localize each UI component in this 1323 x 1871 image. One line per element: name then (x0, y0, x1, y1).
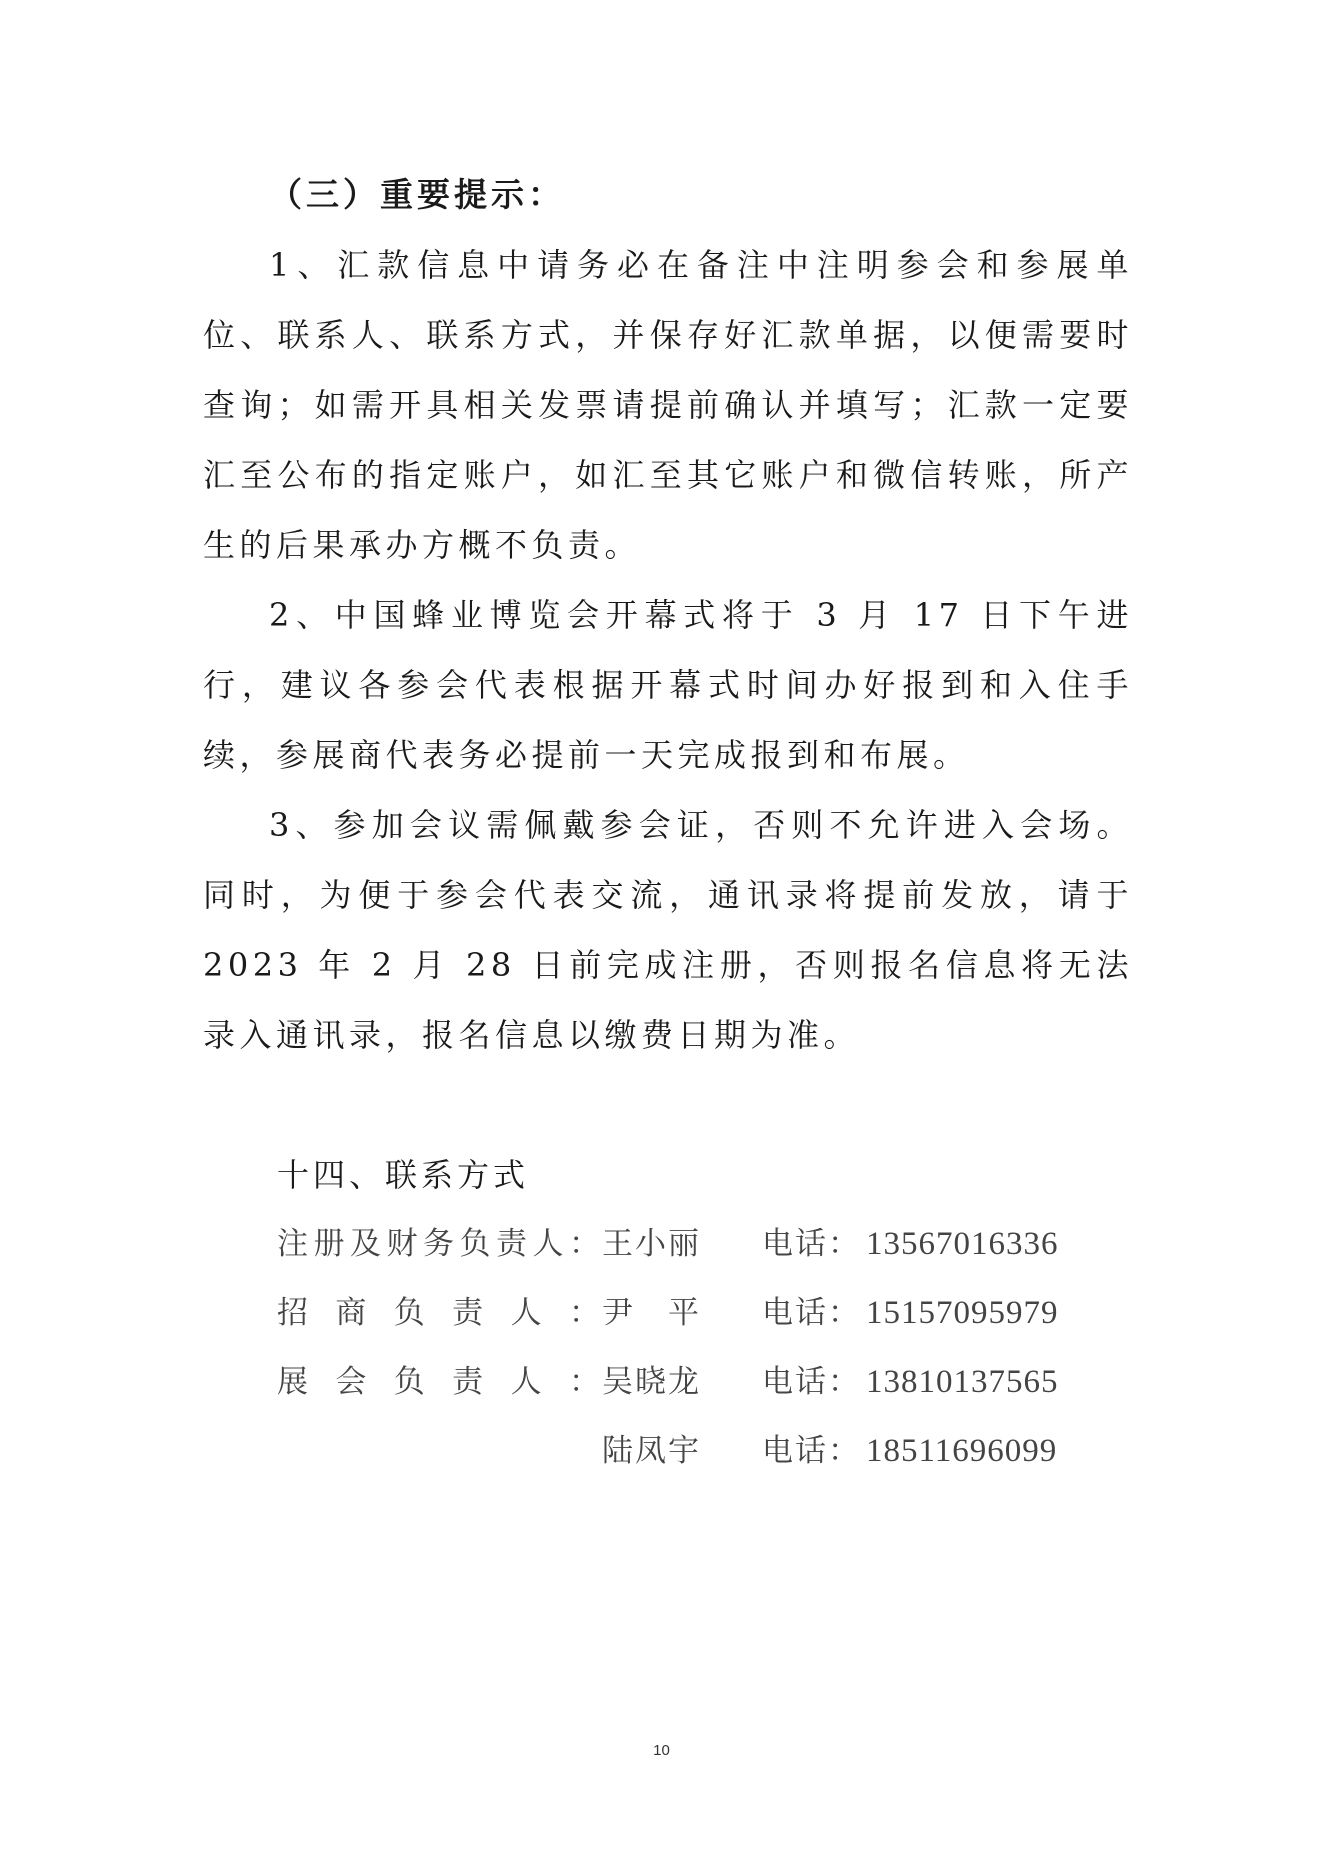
role-char: 招 (277, 1295, 310, 1331)
role-colon: ： (569, 1226, 602, 1262)
page-number: 10 (653, 1742, 670, 1759)
role-char: 负 (393, 1364, 427, 1400)
contact-list (203, 1210, 1133, 1486)
phone-label: 电话： (762, 1226, 861, 1262)
contact-row (277, 1417, 1133, 1486)
role-char: 负 (459, 1226, 493, 1262)
role-char: 负 (393, 1295, 427, 1331)
contact-role (277, 1279, 602, 1348)
role-char: 责 (452, 1364, 486, 1400)
role-char: 注 (277, 1226, 310, 1262)
role-char: 责 (452, 1295, 486, 1331)
role-char: 责 (496, 1226, 529, 1262)
contact-role (277, 1348, 602, 1417)
contact-name: 王小丽 (602, 1226, 701, 1262)
role-char: 及 (350, 1226, 383, 1262)
contact-row (277, 1279, 1133, 1348)
contact-role-empty (277, 1417, 602, 1486)
phone-number: 18511696099 (866, 1433, 1058, 1469)
phone-label: 电话： (762, 1295, 861, 1331)
phone-label: 电话： (762, 1433, 861, 1469)
phone-number: 13810137565 (866, 1364, 1059, 1400)
contact-name: 尹 平 (602, 1295, 701, 1331)
role-char: 务 (423, 1226, 456, 1262)
page-content (203, 160, 1133, 1486)
section-title-contacts: 十四、联系方式 (277, 1156, 530, 1194)
phone-label: 电话： (762, 1364, 861, 1400)
contact-name: 陆凤宇 (602, 1433, 701, 1469)
section-heading-important-notes: （三）重要提示： (269, 175, 565, 214)
contact-name: 吴晓龙 (602, 1364, 701, 1400)
note-item-3: 3、参加会议需佩戴参会证，否则不允许进入会场。同时，为便于参会代表交流，通讯录将提前发放，请于 2023 年 2 月 28 日前完成注册，否则报名信息将无法录入通讯录，报名信息以缴费日期为准。 (203, 806, 1133, 1054)
phone-number: 15157095979 (866, 1295, 1059, 1331)
role-colon: ： (568, 1364, 602, 1400)
note-item-2: 2、中国蜂业博览会开幕式将于 3 月 17 日下午进行，建议各参会代表根据开幕式时间办好报到和入住手续，参展商代表务必提前一天完成报到和布展。 (203, 596, 1133, 774)
role-char: 人 (532, 1226, 566, 1262)
role-char: 商 (335, 1295, 369, 1331)
role-char: 展 (277, 1364, 310, 1400)
contact-role (277, 1210, 602, 1279)
role-char: 财 (386, 1226, 420, 1262)
role-char: 会 (335, 1364, 369, 1400)
role-char: 人 (510, 1295, 544, 1331)
note-item-1: 1、汇款信息中请务必在备注中注明参会和参展单位、联系人、联系方式，并保存好汇款单据，以便需要时查询；如需开具相关发票请提前确认并填写；汇款一定要汇至公布的指定账户，如汇至其它账户和微信转账，所产生的后果承办方概不负责。 (203, 246, 1133, 564)
contact-row (277, 1210, 1133, 1279)
phone-number: 13567016336 (866, 1226, 1059, 1262)
contact-row (277, 1348, 1133, 1417)
role-char: 人 (510, 1364, 544, 1400)
role-char: 册 (313, 1226, 347, 1262)
role-colon: ： (568, 1295, 602, 1331)
